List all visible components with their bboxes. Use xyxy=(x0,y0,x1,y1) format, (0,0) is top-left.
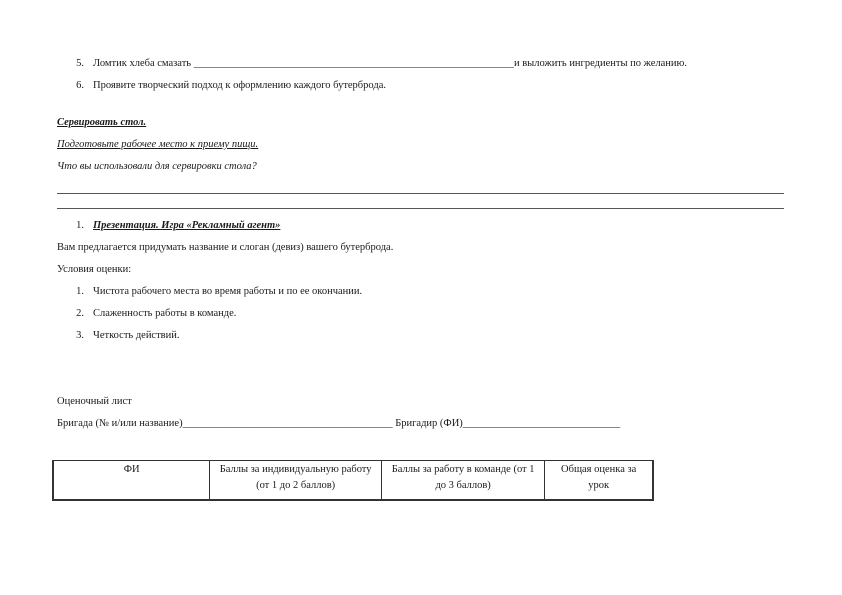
brigade-blank[interactable]: ________________________________________ xyxy=(182,418,393,429)
condition-1-number: 1. xyxy=(76,286,84,297)
step-5-line xyxy=(93,58,687,69)
leader-blank[interactable]: ______________________________ xyxy=(462,418,621,429)
condition-3-text: Четкость действий. xyxy=(93,330,180,341)
header-fi: ФИ xyxy=(53,461,210,501)
presentation-number: 1. xyxy=(76,220,84,231)
condition-2-text: Слаженность работы в команде. xyxy=(93,308,237,319)
answer-line-1[interactable] xyxy=(57,193,784,194)
serve-heading: Сервировать стол. xyxy=(57,117,147,128)
presentation-heading: Презентация. Игра «Рекламный агент» xyxy=(93,220,281,231)
header-total-score: Общая оценка за урок xyxy=(545,461,653,501)
header-individual-score: Баллы за индивидуальную работу (от 1 до 2 баллов) xyxy=(210,461,382,501)
brigade-label: Бригада (№ и/или название) xyxy=(57,418,183,429)
evaluation-table-header-row xyxy=(53,461,653,501)
condition-3-number: 3. xyxy=(76,330,84,341)
step-5-text-after: и выложить ингредиенты по желанию. xyxy=(513,58,688,69)
answer-line-2[interactable] xyxy=(57,208,784,209)
evaluation-title: Оценочный лист xyxy=(57,396,132,407)
conditions-label: Условия оценки: xyxy=(57,264,132,275)
header-team-score: Баллы за работу в команде (от 1 до 3 баллов) xyxy=(381,461,544,501)
presentation-description: Вам предлагается придумать название и слоган (девиз) вашего бутерброда. xyxy=(57,242,394,253)
condition-1-text: Чистота рабочего места во время работы и по ее окончании. xyxy=(93,286,363,297)
step-5-blank[interactable]: _____________________________________________________________ xyxy=(193,58,514,69)
serve-question: Что вы использовали для сервировки стола? xyxy=(57,161,257,172)
serve-instruction: Подготовьте рабочее место к приему пищи. xyxy=(57,139,259,150)
condition-2-number: 2. xyxy=(76,308,84,319)
leader-label: Бригадир (ФИ) xyxy=(395,418,463,429)
step-5-text-before: Ломтик хлеба смазать xyxy=(93,58,192,69)
step-6-number: 6. xyxy=(76,80,84,91)
evaluation-table xyxy=(52,460,654,501)
brigade-line xyxy=(57,418,620,429)
step-5-number: 5. xyxy=(76,58,84,69)
step-6-text: Проявите творческий подход к оформлению каждого бутерброда. xyxy=(93,80,386,91)
